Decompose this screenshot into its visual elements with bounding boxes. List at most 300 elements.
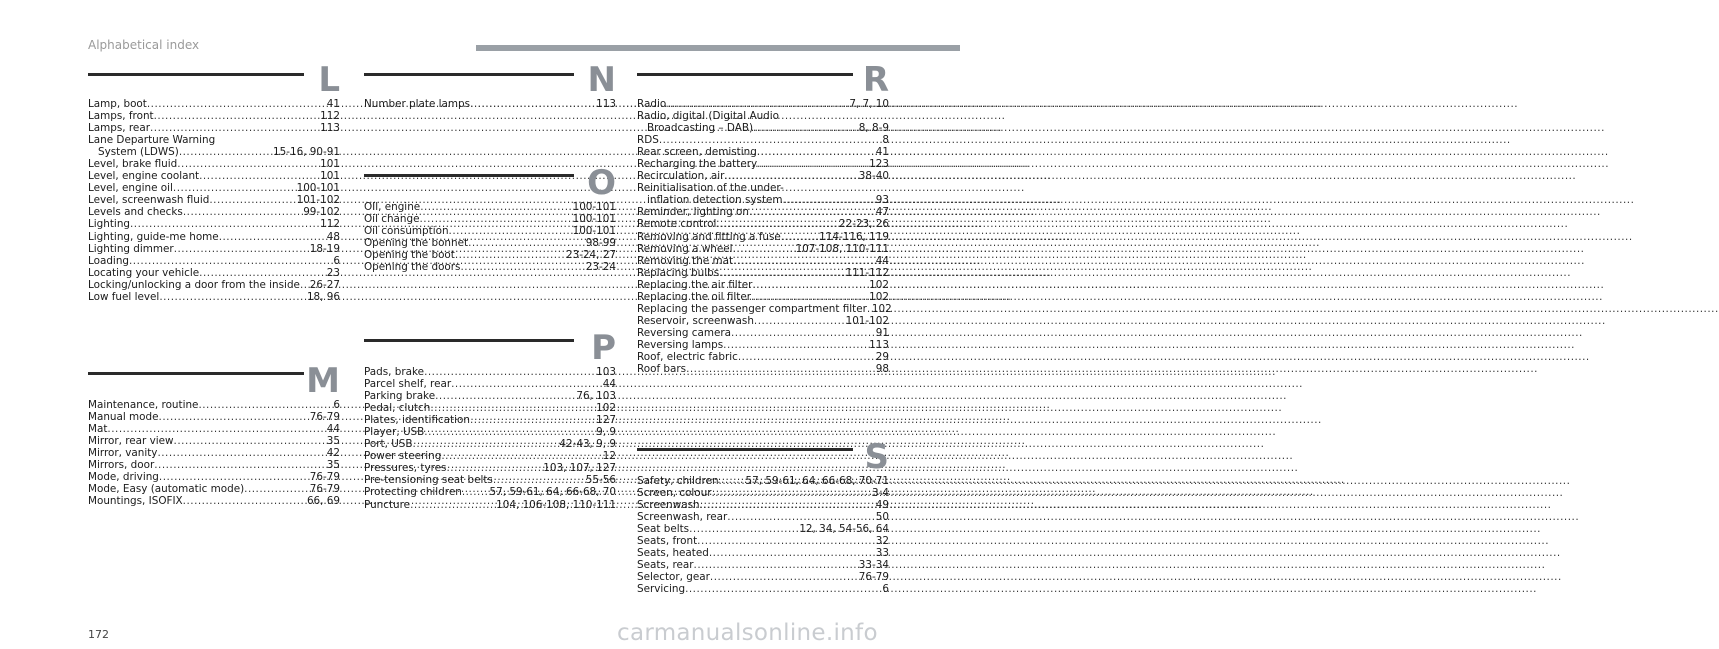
- entry-label: Replacing the passenger compartment filter: [637, 302, 867, 315]
- dot-leader: [710, 571, 858, 583]
- dot-leader: [209, 194, 295, 206]
- entry-label: Lane Departure Warning: [88, 134, 216, 147]
- index-entry: [88, 231, 340, 243]
- dot-leader: [244, 483, 309, 495]
- index-entry: [364, 213, 616, 225]
- index-entry: [88, 423, 340, 435]
- entry-label: Protecting children: [364, 486, 462, 499]
- entry-label: Reversing camera: [637, 326, 731, 339]
- index-entry: [637, 583, 889, 595]
- dot-leader: [410, 499, 495, 511]
- index-entry: [364, 499, 616, 511]
- dot-leader: [177, 158, 319, 170]
- entry-pages: 112: [320, 110, 340, 123]
- dot-leader: [716, 218, 838, 230]
- index-entry: [364, 237, 616, 249]
- dot-leader: [757, 146, 875, 158]
- dot-leader: [493, 474, 585, 486]
- entry-label: Port, USB: [364, 438, 413, 451]
- section-rule: [88, 372, 304, 375]
- entry-pages: 113: [869, 338, 889, 351]
- entry-list: [88, 98, 340, 303]
- entry-pages: 18, 96: [306, 290, 340, 303]
- index-entry: [637, 98, 889, 110]
- index-entry: [637, 363, 889, 375]
- entry-list: [364, 98, 616, 110]
- entry-label: Seats, front: [637, 535, 698, 548]
- entry-label: Low fuel level: [88, 290, 160, 303]
- dot-leader: [199, 267, 326, 279]
- index-entry: [364, 378, 616, 390]
- entry-label: Replacing the oil filter: [637, 290, 752, 303]
- dot-leader: [712, 487, 872, 499]
- index-entry: [637, 146, 889, 158]
- index-entry: [637, 243, 889, 255]
- header-bar: [476, 45, 960, 51]
- index-entry: [364, 390, 616, 402]
- index-header-title: Alphabetical index: [88, 38, 200, 52]
- dot-leader: [446, 462, 542, 474]
- entry-pages: 32: [875, 535, 889, 548]
- dot-leader: [470, 98, 595, 110]
- entry-pages: 23: [326, 266, 340, 279]
- dot-leader: [130, 218, 319, 230]
- index-entry: [637, 571, 889, 583]
- entry-label: Manual mode: [88, 411, 159, 424]
- entry-label: Servicing: [637, 583, 686, 596]
- dot-leader: [689, 523, 798, 535]
- entry-label: Replacing bulbs: [637, 266, 720, 279]
- dot-leader: [451, 378, 602, 390]
- entry-pages: 100-101: [296, 182, 340, 195]
- index-entry: [364, 201, 616, 213]
- entry-pages: 12, 34, 54-56, 64: [799, 523, 889, 536]
- dot-leader: [719, 267, 844, 279]
- dot-leader: [733, 243, 795, 255]
- index-entry: [637, 279, 889, 291]
- index-entry: [88, 206, 340, 218]
- dot-leader: [154, 459, 326, 471]
- index-entry: [637, 315, 889, 327]
- dot-leader: [757, 158, 868, 170]
- entry-pages: 101: [320, 158, 340, 171]
- entry-label: Seats, heated: [637, 547, 709, 560]
- index-entry: [88, 134, 340, 146]
- index-entry: [88, 255, 340, 267]
- dot-leader: [174, 243, 309, 255]
- index-entry: [88, 411, 340, 423]
- entry-pages: 123: [869, 158, 889, 171]
- entry-pages: 44: [326, 423, 340, 436]
- entry-pages: 8, 8-9: [858, 122, 889, 135]
- entry-label: Reservoir, screenwash: [637, 314, 754, 327]
- dot-leader: [723, 339, 868, 351]
- entry-pages: 44: [875, 254, 889, 267]
- dot-leader: [685, 583, 881, 595]
- entry-pages: 111-112: [845, 266, 889, 279]
- entry-pages: 93: [875, 194, 889, 207]
- index-entry: [637, 134, 889, 146]
- entry-label: System (LDWS): [98, 146, 179, 159]
- section-letter: R: [862, 60, 889, 100]
- entry-pages: 101-102: [845, 314, 889, 327]
- entry-label: Opening the bonnet: [364, 237, 469, 250]
- entry-pages: 76, 103: [576, 390, 616, 403]
- entry-pages: 102: [869, 290, 889, 303]
- index-entry: [637, 487, 889, 499]
- entry-label: Puncture: [364, 498, 411, 511]
- index-entry: [364, 438, 616, 450]
- entry-pages: 114-116, 119: [819, 230, 889, 243]
- index-entry: [637, 231, 889, 243]
- entry-label: Locating your vehicle: [88, 266, 200, 279]
- entry-label: Pads, brake: [364, 366, 425, 378]
- dot-leader: [724, 170, 857, 182]
- index-entry: [637, 206, 889, 218]
- index-entry: [637, 511, 889, 523]
- entry-pages: 8: [882, 134, 889, 147]
- index-entry: [364, 486, 616, 498]
- entry-label: Screenwash, rear: [637, 511, 728, 524]
- entry-pages: 101: [320, 170, 340, 183]
- index-entry: [637, 327, 889, 339]
- entry-pages: 35: [326, 435, 340, 448]
- entry-pages: 101-102: [296, 194, 340, 207]
- entry-pages: 38-40: [858, 170, 889, 183]
- entry-label: Removing a wheel: [637, 242, 733, 255]
- dot-leader: [219, 231, 326, 243]
- index-entry: [88, 122, 340, 134]
- entry-label: Mode, Easy (automatic mode): [88, 483, 245, 496]
- index-entry: [364, 462, 616, 474]
- entry-pages: 33: [875, 547, 889, 560]
- section-letter: O: [587, 163, 616, 203]
- entry-pages: 18-19: [309, 242, 340, 255]
- index-entry: [88, 158, 340, 170]
- dot-leader: [468, 237, 585, 249]
- entry-label: Radio: [637, 98, 667, 110]
- entry-pages: 41: [875, 146, 889, 159]
- entry-label: Seat belts: [637, 523, 690, 536]
- entry-label: Rear screen, demisting: [637, 146, 757, 159]
- dot-leader: [731, 327, 875, 339]
- index-entry: [637, 302, 892, 315]
- entry-label: Reversing lamps: [637, 338, 724, 351]
- entry-label: Removing the mat: [637, 254, 734, 267]
- entry-label: RDS: [637, 134, 659, 147]
- entry-list: [637, 475, 889, 595]
- dot-leader: [159, 471, 309, 483]
- entry-pages: 102: [871, 302, 892, 315]
- section-rule: [364, 339, 574, 342]
- index-entry: [637, 158, 889, 170]
- entry-pages: 57, 59-61, 64, 66-68, 70-71: [745, 475, 889, 487]
- entry-label: Pre-tensioning seat belts: [364, 474, 493, 487]
- dot-leader: [455, 249, 565, 261]
- index-entry: [364, 474, 616, 486]
- entry-pages: 98-99: [585, 237, 616, 250]
- dot-leader: [749, 206, 875, 218]
- dot-leader: [107, 423, 325, 435]
- entry-pages: 113: [596, 98, 616, 110]
- section-letter: M: [306, 361, 340, 401]
- entry-pages: 55-56: [585, 474, 616, 487]
- entry-label: Mirror, vanity: [88, 447, 158, 460]
- entry-label: Roof bars: [637, 363, 687, 376]
- entry-label: Locking/unlocking a door from the inside: [88, 278, 300, 291]
- entry-label: Broadcasting – DAB): [647, 122, 754, 135]
- dot-leader: [697, 535, 875, 547]
- entry-pages: 91: [875, 326, 889, 339]
- section-letter: P: [591, 328, 616, 368]
- index-entry: [88, 98, 340, 110]
- index-entry: [364, 249, 616, 261]
- index-entry: [88, 471, 340, 483]
- section-r: [637, 60, 892, 376]
- dot-leader: [733, 255, 875, 267]
- entry-pages: 23-24: [585, 261, 616, 274]
- section-l: [88, 60, 340, 303]
- index-entry: [88, 218, 340, 230]
- entry-label: Oil change: [364, 213, 420, 226]
- index-entry: [637, 267, 889, 279]
- entry-pages: 42: [326, 447, 340, 460]
- section-letter: N: [587, 60, 616, 100]
- entry-label: Pedal, clutch: [364, 402, 431, 415]
- index-entry: [364, 426, 616, 438]
- section-m: [88, 361, 340, 508]
- entry-pages: 12: [602, 450, 616, 463]
- entry-pages: 76-79: [858, 571, 889, 584]
- index-entry: [637, 475, 889, 487]
- entry-pages: 26-27: [309, 278, 340, 291]
- dot-leader: [709, 547, 875, 559]
- dot-leader: [174, 435, 326, 447]
- entry-label: Safety, children: [637, 475, 719, 487]
- entry-label: Parking brake: [364, 390, 436, 403]
- entry-label: Level, engine oil: [88, 182, 173, 195]
- entry-label: Mode, driving: [88, 471, 159, 484]
- index-entry: [88, 279, 340, 291]
- entry-label: Plates, identification: [364, 414, 470, 427]
- entry-pages: 33-34: [858, 559, 889, 572]
- entry-pages: 76-79: [309, 411, 340, 424]
- index-entry: [364, 450, 616, 462]
- dot-leader: [300, 279, 309, 291]
- index-entry: [637, 535, 889, 547]
- section-letter: L: [318, 60, 340, 100]
- entry-pages: 127: [596, 414, 616, 427]
- dot-leader: [420, 201, 571, 213]
- dot-leader: [173, 182, 296, 194]
- dot-leader: [470, 414, 595, 426]
- index-entry: [637, 559, 889, 571]
- dot-leader: [754, 315, 845, 327]
- entry-label: Number plate lamps: [364, 98, 471, 110]
- dot-leader: [752, 279, 868, 291]
- dot-leader: [719, 475, 745, 487]
- section-rule: [364, 73, 574, 76]
- dot-leader: [666, 98, 848, 110]
- dot-leader: [183, 495, 306, 507]
- entry-label: Lamps, rear: [88, 122, 150, 135]
- entry-label: Pressures, tyres: [364, 462, 447, 475]
- index-entry: [88, 182, 340, 194]
- dot-leader: [157, 447, 325, 459]
- entry-label: Opening the doors: [364, 261, 461, 274]
- entry-pages: 112: [320, 218, 340, 231]
- entry-label: Opening the boot: [364, 249, 455, 262]
- entry-label: inflation detection system: [647, 194, 783, 207]
- index-entry: [88, 459, 340, 471]
- index-entry: [637, 351, 889, 363]
- section-rule: [637, 73, 853, 76]
- index-entry: [88, 194, 340, 206]
- entry-pages: 7, 7, 10: [849, 98, 889, 110]
- dot-leader: [147, 98, 326, 110]
- entry-pages: 99-102: [303, 206, 340, 219]
- dot-leader: [435, 390, 575, 402]
- entry-label: Player, USB: [364, 426, 425, 439]
- entry-label: Lighting dimmer: [88, 242, 174, 255]
- section-rule: [364, 174, 574, 177]
- entry-pages: 3-4: [872, 487, 889, 500]
- entry-pages: 57, 59-61, 64, 66-68, 70: [489, 486, 616, 499]
- entry-label: Levels and checks: [88, 206, 183, 219]
- dot-leader: [424, 426, 595, 438]
- index-entry: [88, 399, 340, 411]
- entry-list: [364, 201, 616, 273]
- section-s: [637, 437, 889, 596]
- dot-leader: [659, 134, 882, 146]
- dot-leader: [460, 261, 584, 273]
- entry-label: Selector, gear: [637, 571, 710, 584]
- entry-label: Lamps, front: [88, 110, 154, 123]
- index-entry: [364, 98, 616, 110]
- dot-leader: [129, 255, 332, 267]
- entry-pages: 76-79: [309, 483, 340, 496]
- index-entry: [88, 267, 340, 279]
- entry-pages: 103: [596, 366, 616, 378]
- entry-pages: 42-43, 9, 9: [559, 438, 616, 451]
- entry-label: Oil consumption: [364, 225, 449, 238]
- dot-leader: [781, 231, 818, 243]
- index-entry: [637, 291, 889, 303]
- entry-list: [364, 366, 616, 511]
- dot-leader: [154, 110, 320, 122]
- dot-leader: [462, 486, 489, 498]
- entry-label: Lamp, boot: [88, 98, 147, 110]
- dot-leader: [424, 366, 595, 378]
- index-entry: [88, 495, 340, 507]
- index-entry: [88, 291, 340, 303]
- entry-label: Power steering: [364, 450, 442, 463]
- dot-leader: [738, 351, 875, 363]
- dot-leader: [159, 411, 309, 423]
- section-o: [364, 163, 616, 274]
- entry-pages: 100-101: [572, 213, 616, 226]
- dot-leader: [783, 194, 875, 206]
- dot-leader: [449, 225, 572, 237]
- index-entry: [637, 170, 889, 182]
- entry-label: Parcel shelf, rear: [364, 378, 452, 391]
- entry-pages: 48: [326, 230, 340, 243]
- entry-label: Screenwash: [637, 499, 700, 512]
- index-entry: [364, 414, 616, 426]
- entry-label: Removing and fitting a fuse: [637, 230, 781, 243]
- dot-leader: [179, 146, 272, 158]
- entry-label: Lighting: [88, 218, 130, 231]
- entry-pages: 23-24, 27: [565, 249, 616, 262]
- entry-pages: 6: [333, 254, 340, 267]
- entry-label: Maintenance, routine: [88, 399, 199, 411]
- page-number: 172: [88, 628, 109, 641]
- index-entry: [637, 194, 889, 206]
- entry-label: Seats, rear: [637, 559, 694, 572]
- index-entry: [88, 170, 340, 182]
- entry-pages: 41: [326, 98, 340, 110]
- index-entry: [637, 547, 889, 559]
- entry-label: Mirror, rear view: [88, 435, 174, 448]
- entry-pages: 76-79: [309, 471, 340, 484]
- index-entry: [637, 339, 889, 351]
- entry-label: Reminder, lighting on: [637, 206, 749, 219]
- index-entry: [364, 225, 616, 237]
- section-rule: [88, 73, 304, 76]
- entry-pages: 6: [333, 399, 340, 411]
- index-entry: [364, 402, 616, 414]
- entry-pages: 49: [875, 499, 889, 512]
- entry-label: Recirculation, air: [637, 170, 725, 183]
- entry-label: Lighting, guide-me home: [88, 230, 219, 243]
- watermark: carmanualsonline.info: [617, 620, 878, 646]
- section-letter: S: [864, 437, 889, 477]
- entry-list: [637, 98, 892, 376]
- dot-leader: [727, 511, 874, 523]
- index-entry: [88, 483, 340, 495]
- entry-pages: 6: [882, 583, 889, 596]
- entry-label: Radio, digital (Digital Audio: [637, 110, 779, 123]
- index-entry: [364, 366, 616, 378]
- index-entry: [637, 499, 889, 511]
- entry-label: Screen, colour: [637, 487, 712, 500]
- entry-pages: 15-16, 90-91: [273, 146, 340, 159]
- index-entry: [637, 523, 889, 535]
- dot-leader: [199, 170, 319, 182]
- dot-leader: [751, 291, 868, 303]
- entry-pages: 35: [326, 459, 340, 472]
- index-entry: [88, 435, 340, 447]
- dot-leader: [753, 122, 858, 134]
- entry-pages: 50: [875, 511, 889, 524]
- entry-label: Mat: [88, 423, 108, 436]
- entry-pages: 103, 107, 127: [543, 462, 616, 475]
- entry-pages: 113: [320, 122, 340, 135]
- entry-label: Loading: [88, 254, 129, 267]
- entry-label: Mirrors, door: [88, 459, 155, 472]
- entry-label: Mountings, ISOFIX: [88, 495, 183, 508]
- entry-pages: 47: [875, 206, 889, 219]
- index-entry: [637, 218, 889, 230]
- entry-label: Level, brake fluid: [88, 158, 178, 171]
- entry-pages: 100-101: [572, 225, 616, 238]
- entry-list: [88, 399, 340, 507]
- dot-leader: [413, 438, 559, 450]
- index-entry: [637, 122, 889, 134]
- entry-pages: 98: [875, 363, 889, 376]
- entry-label: Recharging the battery: [637, 158, 758, 171]
- dot-leader: [159, 291, 306, 303]
